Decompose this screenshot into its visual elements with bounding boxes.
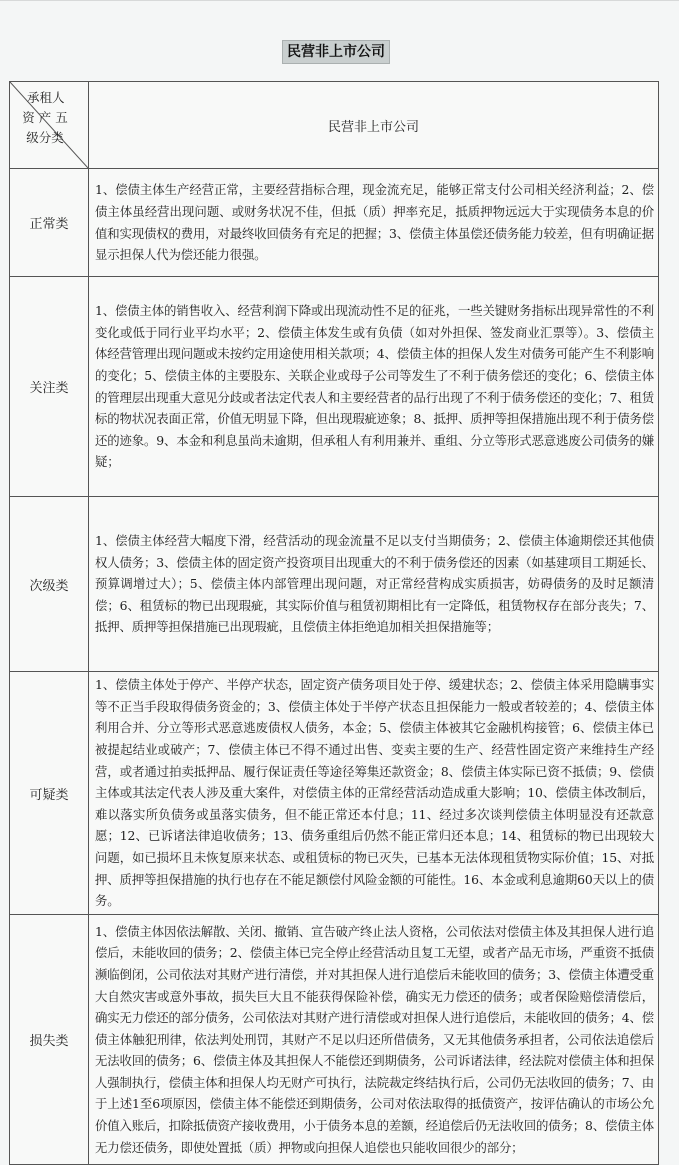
- header-diagonal-cell: [10, 82, 89, 169]
- page-title: 民营非上市公司: [282, 40, 390, 64]
- table-row: [10, 672, 659, 915]
- table-row: [10, 497, 659, 672]
- category-description: 1、偿债主体处于停产、半停产状态，固定资产债务项目处于停、缓建状态；2、偿债主体采用隐瞒事实等不正当手段取得债务资金的；3、偿债主体处于半停产状态且担保能力一般或者较差的；4、偿债主体利用合并、分立等形式恶意逃废债权人债务，本金；5、偿债主体被其它金融机构接管；6、偿债主体已被提起结业或破产；7、偿债主体已不得不通过出售、变卖主要的生产、经营性固定资产来维持生产经营，或者通过拍卖抵押品、履行保证责任等途径筹集还款资金；8、偿债主体实际已资不抵债；9、偿债主体或其法定代表人涉及重大案件，对偿债主体的正常经营活动造成重大影响；10、偿债主体改制后，难以落实所负债务或虽落实债务，但不能正常还本付息；11、经过多次谈判偿债主体明显没有还款意愿；12、已诉诸法律追收债务；13、债务重组后仍然不能正常归还本息；14、租赁标的物已出现较大问题，如已损坏且未恢复原来状态、或租赁标的物已灭失，已基本无法体现租赁物实际价值；15、对抵押、质押等担保措施的执行也存在不能足额偿付风险金额的可能性。16、本金或利息逾期60天以上的债务。: [89, 672, 659, 915]
- table-row: [10, 915, 659, 1165]
- category-description: 1、偿债主体生产经营正常，主要经营指标合理，现金流充足，能够正常支付公司相关经济利益；2、偿债主体虽经营出现问题、或财务状况不佳，但抵（质）押率充足，抵质押物远远大于实现债务本息的价值和实现债权的费用，对最终收回债务有充足的把握；3、偿债主体虽偿还债务能力较差，但有明确证据显示担保人代为偿还能力很强。: [89, 169, 659, 277]
- category-label: 损失类: [10, 915, 89, 1165]
- category-label: 关注类: [10, 277, 89, 497]
- category-label: 次级类: [10, 497, 89, 672]
- classification-table: [9, 81, 659, 1165]
- table-header-row: [10, 82, 659, 169]
- header-asset-class-label: 资 产 五 级分类: [22, 110, 68, 145]
- header-tenant-label: 承租人: [27, 90, 65, 105]
- header-company-type: 民营非上市公司: [89, 82, 659, 169]
- category-label: 可疑类: [10, 672, 89, 915]
- table-row: [10, 169, 659, 277]
- category-description: 1、偿债主体的销售收入、经营利润下降或出现流动性不足的征兆，一些关键财务指标出现异常性的不利变化或低于同行业平均水平；2、偿债主体发生或有负债（如对外担保、签发商业汇票等）。3、偿债主体经营管理出现问题或未按约定用途使用相关款项；4、偿债主体的担保人发生对债务可能产生不利影响的变化；5、偿债主体的主要股东、关联企业或母子公司等发生了不利于债务偿还的变化；6、偿债主体的管理层出现重大意见分歧或者法定代表人和主要经营者的品行出现了不利于债务偿还的变化；7、租赁标的物状况表面正常，价值无明显下降，但出现瑕疵迹象；8、抵押、质押等担保措施出现不利于债务偿还的迹象。9、本金和利息虽尚未逾期，但承租人有利用兼并、重组、分立等形式恶意逃废公司债务的嫌疑；: [89, 277, 659, 497]
- category-description: 1、偿债主体因依法解散、关闭、撤销、宣告破产终止法人资格，公司依法对偿债主体及其担保人进行追偿后，未能收回的债务；2、偿债主体已完全停止经营活动且复工无望，或者产品无市场，严重资不抵债濒临倒闭，公司依法对其财产进行清偿，并对其担保人进行追偿后未能收回的债务；3、偿债主体遭受重大自然灾害或意外事故，损失巨大且不能获得保险补偿，确实无力偿还的债务；或者保险赔偿清偿后，确实无力偿还的部分债务，公司依法对其财产进行清偿或对担保人进行追偿后，未能收回的债务；4、偿债主体触犯刑律，依法判处刑罚，其财产不足以归还所借债务，又无其他债务承担者，公司依法追偿后无法收回的债务；6、偿债主体及其担保人不能偿还到期债务，公司诉诸法律，经法院对偿债主体和担保人强制执行，偿债主体和担保人均无财产可执行，法院裁定终结执行后，公司仍无法收回的债务；7、由于上述1至6项原因，偿债主体不能偿还到期债务，公司对依法取得的抵债资产，按评估确认的市场公允价值入账后，扣除抵债资产接收费用，小于债务本息的差额，经追偿后仍无法收回的债务；8、偿债主体无力偿还债务，即使处置抵（质）押物或向担保人追偿也只能收回很少的部分；: [89, 915, 659, 1165]
- category-description: 1、偿债主体经营大幅度下滑，经营活动的现金流量不足以支付当期债务；2、偿债主体逾期偿还其他债权人债务；3、偿债主体的固定资产投资项目出现重大的不利于债务偿还的因素（如基建项目工期延长、预算调增过大）；5、偿债主体内部管理出现问题，对正常经营构成实质损害，妨碍债务的及时足额清偿；6、租赁标的物已出现瑕疵，其实际价值与租赁初期相比有一定降低，租赁物权存在部分丧失；7、抵押、质押等担保措施已出现瑕疵，且偿债主体拒绝追加相关担保措施等；: [89, 497, 659, 672]
- category-label: 正常类: [10, 169, 89, 277]
- page-top-border: [0, 0, 679, 7]
- table-row: [10, 277, 659, 497]
